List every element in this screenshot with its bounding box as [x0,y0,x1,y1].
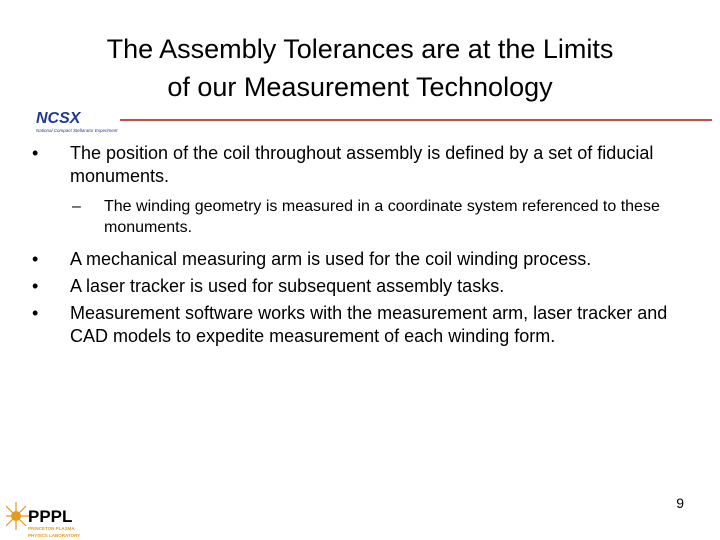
bullet-marker: • [32,276,39,296]
bullet-marker: • [32,249,39,269]
bullet-text: The position of the coil throughout assembly is defined by a set of fiducial monuments. [70,143,654,186]
bullet-marker: • [32,303,39,323]
pppl-logo-subtext-1: PRINCETON PLASMA [28,526,75,531]
pppl-logo-text: PPPL [28,507,73,526]
bullet-text: Measurement software works with the measurement arm, laser tracker and CAD models to expedite measurement of each winding form. [70,303,668,346]
sun-icon [6,502,30,530]
bullet-item [28,275,688,298]
bullet-text: A laser tracker is used for subsequent assembly tasks. [70,276,505,296]
slide-content [28,142,688,352]
slide-title [20,30,700,106]
ncsx-logo-subtext: National Compact Stellarator Experiment [36,128,118,133]
ncsx-logo-text: NCSX [36,110,81,127]
bullet-text: A mechanical measuring arm is used for the coil winding process. [70,249,592,269]
pppl-logo-subtext-2: PHYSICS LABORATORY [28,533,81,538]
bullet-item [28,248,688,271]
bullet-item [28,142,688,188]
bullet-item [28,302,688,348]
sub-bullet-marker: – [72,198,81,215]
page-number: 9 [676,495,684,511]
ncsx-logo [32,108,132,136]
sub-bullet-text: The winding geometry is measured in a coordinate system referenced to these monuments. [104,198,660,236]
header-rule [120,119,712,121]
sub-bullet-item [28,196,688,238]
slide-title-line-1: The Assembly Tolerances are at the Limits [106,34,614,64]
bullet-marker: • [32,143,39,163]
slide-title-line-2: of our Measurement Technology [167,72,553,102]
pppl-logo [6,500,96,540]
